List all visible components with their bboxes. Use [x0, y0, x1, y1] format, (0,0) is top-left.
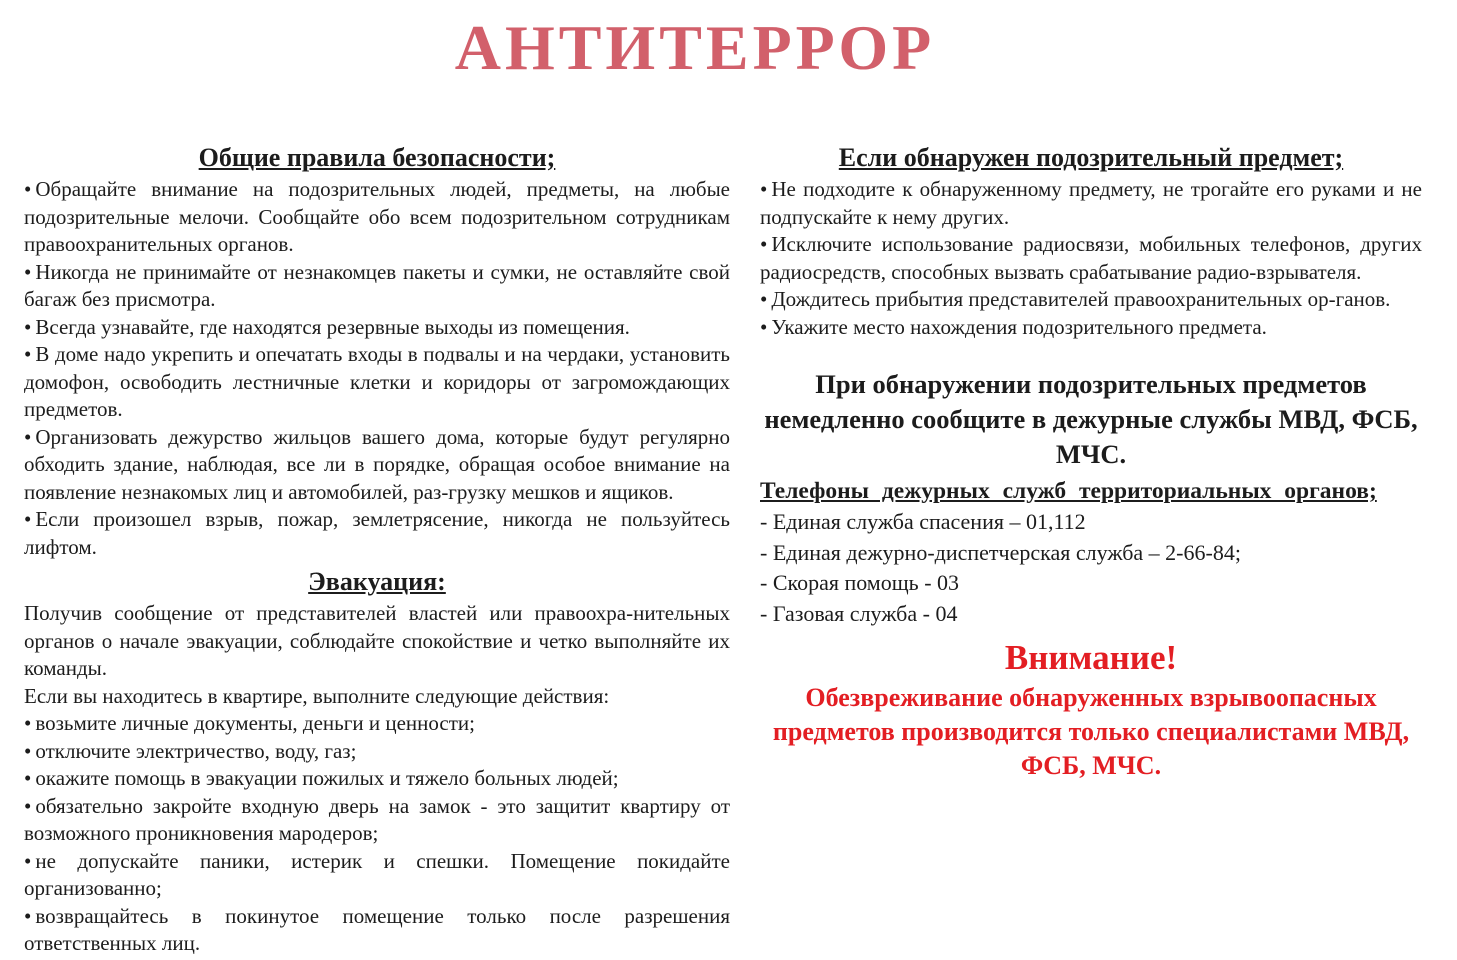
- bullet-icon: •: [24, 711, 32, 735]
- list-item-text: не допускайте паники, истерик и спешки. Помещение покидайте организованно;: [24, 848, 730, 900]
- list-item-text: Не подходите к обнаруженному предмету, не трогайте его руками и не подпускайте к нему других.: [760, 177, 1422, 229]
- list-item-text: В доме надо укрепить и опечатать входы в подвалы и на чердаки, установить домофон, освободить лестничные клетки и коридоры от загромождающих предметов.: [24, 342, 730, 421]
- list-item: [760, 176, 1422, 231]
- emergency-notice: При обнаружении подозрительных предметов немедленно сообщите в дежурные службы МВД, ФСБ, МЧС.: [764, 369, 1418, 469]
- list-item-text: возвращайтесь в покинутое помещение только после разрешения ответственных лиц.: [24, 903, 730, 955]
- list-item: [760, 231, 1422, 286]
- list-item-text: Всегда узнавайте, где находятся резервные выходы из помещения.: [35, 314, 630, 339]
- list-item-text: отключите электричество, воду, газ;: [35, 738, 357, 763]
- list-item: [24, 738, 730, 766]
- list-item: [24, 341, 730, 424]
- section-heading-evacuation: Эвакуация:: [308, 567, 446, 596]
- paragraph: Если вы находитесь в квартире, выполните следующие действия:: [24, 683, 610, 708]
- phone-list-item: - Газовая служба - 04: [760, 600, 958, 626]
- bullet-icon: •: [760, 314, 768, 339]
- bullet-icon: •: [24, 848, 32, 873]
- attention-title: Внимание!: [1004, 638, 1178, 677]
- phones-heading: Телефоны дежурных служб территориальных органов;: [760, 478, 1377, 504]
- section-heading-general-rules: Общие правила безопасности;: [198, 143, 556, 172]
- attention-text: Обезвреживание обнаруженных взрывоопасных предметов производится только специалистами МВД, ФСБ, МЧС.: [772, 683, 1410, 780]
- list-item: [24, 424, 730, 507]
- page-title: АНТИТЕРРОР: [454, 12, 936, 83]
- bullet-icon: •: [24, 424, 32, 449]
- list-item: [24, 314, 730, 342]
- paragraph: Получив сообщение от представителей властей или правоохра-нительных органов о начале эвакуации, соблюдайте спокойствие и четко выполняйте их команды.: [24, 601, 730, 680]
- bullet-icon: •: [24, 507, 32, 531]
- bullet-icon: •: [24, 903, 32, 928]
- bullet-icon: •: [24, 766, 32, 790]
- list-item-text: Организовать дежурство жильцов вашего дома, которые будут регулярно обходить здание, наблюдая, все ли в порядке, обращая особое внимание на появление незнакомых лиц и автомобилей, раз-грузку мешков и ящиков.: [24, 424, 730, 504]
- list-item-text: Обращайте внимание на подозрительных людей, предметы, на любые подозрительные мелочи. Сообщайте обо всем подозрительном сотрудникам правоохранительных органов.: [24, 177, 730, 256]
- list-item: [24, 710, 730, 738]
- list-item-text: возьмите личные документы, деньги и ценности;: [35, 711, 475, 735]
- phone-list-item: - Скорая помощь - 03: [760, 570, 960, 595]
- bullet-icon: •: [760, 287, 768, 311]
- list-item: [760, 314, 1422, 342]
- list-item-text: Дождитесь прибытия представителей правоохранительных ор-ганов.: [771, 287, 1391, 311]
- phone-list-item: - Единая служба спасения – 01,112: [760, 509, 1086, 534]
- left-column: [24, 142, 730, 958]
- list-item: [24, 765, 730, 793]
- list-item: [760, 286, 1422, 314]
- bullet-icon: •: [24, 177, 32, 201]
- bullet-icon: •: [24, 738, 32, 763]
- list-item-text: Укажите место нахождения подозрительного предмета.: [771, 314, 1267, 339]
- list-item-text: обязательно закройте входную дверь на замок - это защитит квартиру от возможного проникновения мародеров;: [24, 793, 730, 845]
- bullet-icon: •: [760, 232, 768, 256]
- bullet-icon: •: [24, 342, 32, 366]
- list-item: [24, 848, 730, 903]
- list-item-text: Если произошел взрыв, пожар, землетрясение, никогда не пользуйтесь лифтом.: [24, 507, 730, 559]
- phone-list-item: - Единая дежурно-диспетчерская служба – 2-66-84;: [760, 539, 1241, 565]
- list-item: [24, 903, 730, 958]
- list-item-text: Исключите использование радиосвязи, мобильных телефонов, других радиосредств, способных вызвать срабатывание радио-взрывателя.: [760, 232, 1422, 284]
- list-item: [24, 793, 730, 848]
- bullet-icon: •: [24, 793, 32, 818]
- bullet-icon: •: [760, 177, 768, 201]
- list-item: [24, 506, 730, 561]
- right-column: [760, 142, 1422, 783]
- list-item: [24, 176, 730, 259]
- list-item: [24, 259, 730, 314]
- bullet-icon: •: [24, 314, 32, 339]
- bullet-icon: •: [24, 259, 32, 284]
- section-heading-suspicious-object: Если обнаружен подозрительный предмет;: [838, 143, 1344, 172]
- list-item-text: окажите помощь в эвакуации пожилых и тяжело больных людей;: [35, 766, 619, 790]
- list-item-text: Никогда не принимайте от незнакомцев пакеты и сумки, не оставляйте свой багаж без присмотра.: [24, 259, 730, 311]
